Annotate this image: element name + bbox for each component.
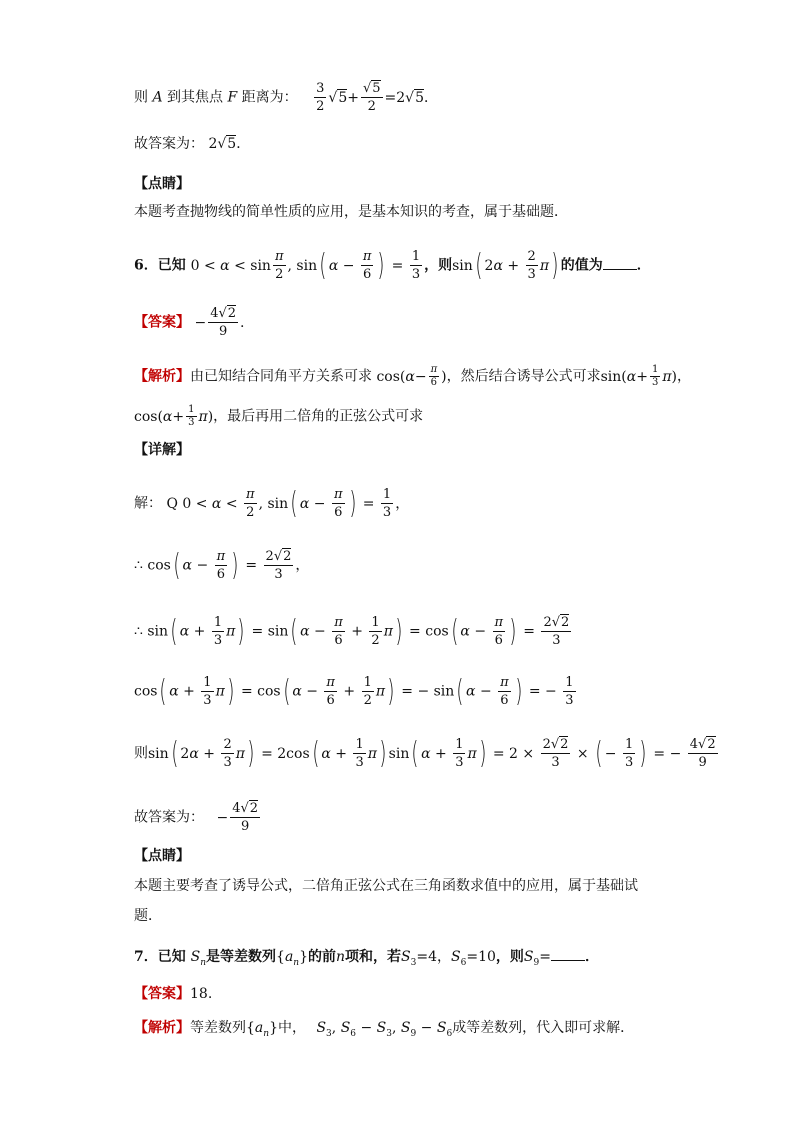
formula: cos(α+ $\frac{1}{3}$ π) — [134, 404, 214, 428]
formula-target: sin( 2α + $\frac{2}{3}$ π) — [452, 247, 559, 283]
analysis-label: 【解析】 — [134, 1020, 190, 1036]
formula: $\{a_n\}$ — [276, 949, 309, 968]
paragraph-summary-2b: 题． — [134, 908, 162, 924]
formula-answer: − $\frac{4√2}{9}$ . — [194, 306, 245, 339]
text: =10 — [466, 949, 496, 965]
text: 等差数列 — [190, 1020, 246, 1036]
text: 故答案为： — [134, 809, 204, 826]
formula: sin(α+ $\frac{1}{3}$ π) — [600, 364, 678, 388]
formula: $S_n$ — [190, 949, 207, 968]
question-7 — [134, 946, 599, 973]
text: ，则 — [495, 949, 524, 965]
point-a: A — [152, 89, 163, 106]
point-f: F — [227, 89, 238, 106]
step-4: cos( α + $\frac{1}{3}$ π) = cos( α − $\frac{\pi}{6}$ + $\frac{1}{2}$ π) = − sin( α − $\frac{\pi}{6}$ ) = − $\frac{1}{3}$ — [134, 673, 574, 709]
text: 已知 — [157, 949, 186, 965]
answer-7 — [134, 984, 212, 1004]
text: 故答案为： — [134, 136, 204, 152]
formula-answer: 2√5． — [208, 136, 251, 152]
analysis-7 — [134, 1018, 634, 1044]
text: 中， — [278, 1020, 306, 1036]
formula: sin( 2α + $\frac{2}{3}$ π) = 2cos( α + $\frac{1}{3}$ π) sin( α + $\frac{1}{3}$ π) = 2 × $\frac{2√2}{3}$ × ( − $\frac{1}{3}$ ) = − $\frac{4√2}{9}$ — [148, 735, 716, 771]
heading-detail: 【详解】 — [134, 442, 190, 458]
variable: n — [336, 949, 346, 965]
formula-answer: − $\frac{4√2}{9}$ — [216, 801, 259, 834]
formula-condition: 0 < α < sin $\frac{\pi}{2}$ , sin( α − $\frac{\pi}{6}$ ) = $\frac{1}{3}$ — [190, 247, 421, 283]
blank — [603, 255, 637, 270]
text: ． — [584, 949, 599, 965]
formula: $S_9$ — [523, 949, 540, 968]
step-3: ∴ sin( α + $\frac{1}{3}$ π) = sin( α − $\frac{\pi}{6}$ + $\frac{1}{2}$ π) = cos( α − $\frac{\pi}{6}$ ) = $\frac{2√2}{3}$ — [134, 613, 570, 649]
text: 则 — [134, 89, 148, 106]
formula: cos(α− $\frac{\pi}{6}$ ) — [376, 364, 447, 388]
analysis-label: 【解析】 — [134, 368, 190, 385]
answer-6 — [134, 305, 244, 340]
analysis-6: 【解析】由已知结合同角平方关系可求 cos(α− $\frac{\pi}{6}$ )，然后结合诱导公式可求sin(α+ $\frac{1}{3}$ π)， — [134, 364, 692, 388]
formula-distance: $\frac{3}{2}$ √5+ $\frac{√5}{2}$ =2√5． — [316, 81, 439, 114]
text: ． — [636, 257, 651, 274]
analysis-6-cont — [134, 404, 423, 429]
text: 解： — [134, 495, 162, 512]
answer-label: 【答案】 — [134, 986, 190, 1002]
formula: $S_6$ — [451, 949, 467, 968]
step-2: ∴ cos( α − $\frac{\pi}{6}$ ) = $\frac{2√2}{3}$ ， — [134, 547, 310, 583]
text: 由已知结合同角平方关系可求 — [190, 368, 372, 385]
answer-label: 【答案】 — [134, 314, 190, 331]
answer-line — [134, 134, 250, 154]
heading-dianjing: 【点睛】 — [134, 176, 190, 192]
step-1 — [134, 486, 409, 521]
formula: $S_3$ — [401, 949, 417, 968]
text: 的前 — [308, 949, 337, 965]
text: 项和，若 — [345, 949, 402, 965]
text: 的值为 — [560, 257, 603, 274]
text: 距离为： — [241, 89, 298, 106]
text: 则 — [134, 745, 148, 762]
paragraph-summary: 本题考查抛物线的简单性质的应用，是基本知识的考查，属于基础题． — [134, 204, 568, 220]
line-distance — [134, 80, 438, 115]
text: = — [539, 949, 551, 965]
text: ，最后再用二倍角的正弦公式可求 — [213, 408, 424, 425]
question-number: 6． — [134, 257, 158, 274]
text: ，然后结合诱导公式可求 — [446, 368, 601, 385]
formula: $\{a_n\}$ — [246, 1020, 278, 1039]
blank — [551, 946, 585, 961]
text: 到其焦点 — [167, 89, 224, 106]
text: =4， — [416, 949, 452, 965]
formula: Q 0 < α < $\frac{\pi}{2}$ , sin( α − $\frac{\pi}{6}$ ) = $\frac{1}{3}$ ， — [166, 485, 410, 521]
text: ，则 — [424, 257, 453, 274]
question-number: 7． — [134, 949, 158, 965]
question-6 — [134, 248, 651, 283]
step-5 — [134, 736, 720, 771]
final-answer-6 — [134, 800, 262, 835]
heading-dianjing-2: 【点睛】 — [134, 848, 190, 864]
paragraph-summary-2: 本题主要考查了诱导公式，二倍角正弦公式在三角函数求值中的应用，属于基础试 — [134, 878, 638, 894]
text: 是等差数列 — [206, 949, 277, 965]
text: 成等差数列，代入即可求解． — [452, 1020, 635, 1036]
text: 已知 — [157, 257, 186, 274]
formula: $S_3$, $S_6 - S_3$, $S_9 - S_6$ — [316, 1020, 453, 1039]
answer-value: 18. — [190, 986, 213, 1002]
